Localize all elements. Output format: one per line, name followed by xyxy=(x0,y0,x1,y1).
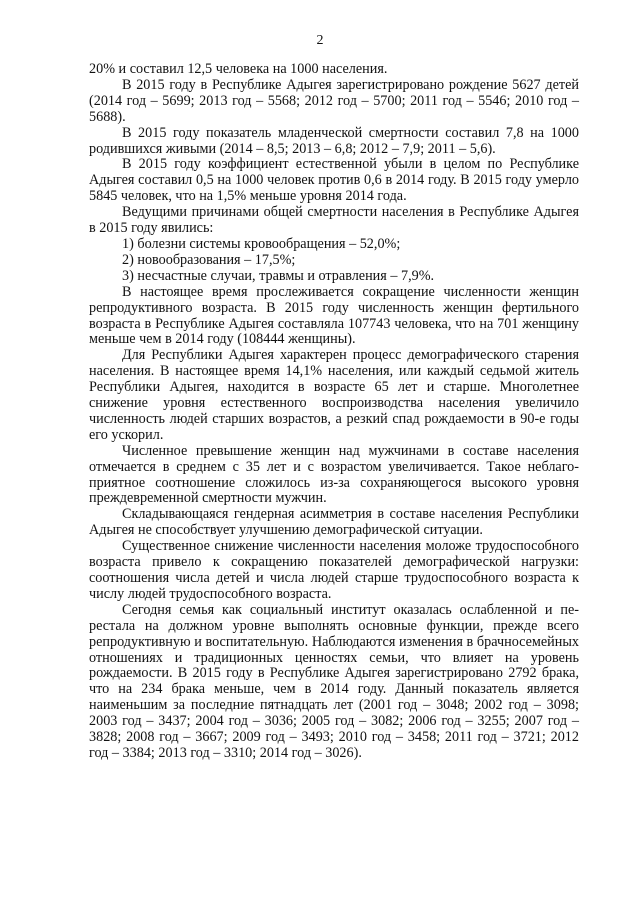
list-item-cause-1: 1) болезни системы кровообращения – 52,0%; xyxy=(122,235,401,252)
page-number: 2 xyxy=(316,33,324,48)
paragraph-family-marriages: Сегодня семья как социальный институт оказалась ослабленной и перестала на должном уровне выполнять основные функции, прежде всего репродуктивную и воспитательную. Наблюдаются изменения в брачносемейных отношениях и традиционных ценностях семьи, что влияет на уровень рождаемости. В 2015 году в Республике Адыгея зарегистрировано 2792 брака, что на 234 брака меньше, чем в 2014 году. Данный показатель является наименьшим за последние пятнадцать лет (2001 год – 3048; 2002 год – 3098; 2003 год – 3437; 2004 год – 3036; 2005 год – 3082; 2006 год – 3255; 2007 год – 3828; 2008 год – 3667; 2009 год – 3493; 2010 год – 3458; 2011 год – 3721; 2012 год – 3384; 2013 год – 3310; 2014 год – 3026). xyxy=(89,601,579,761)
paragraph-population-aging: Для Республики Адыгея характерен процесс демографического старения населения. В настоящее время 14,1% населения, или каждый седьмой житель Республики Адыгея, находится в возрасте 65 лет и старше. Многолетнее снижение уровня естественного воспроизводства населения увеличило численность людей старших возрастов, а резкий спад рождаемости в 90-е годы его ускорил. xyxy=(89,347,579,443)
paragraph-infant-mortality: В 2015 году показатель младенческой смертности составил 7,8 на 1000 родившихся живыми (2014 – 8,5; 2013 – 6,8; 2012 – 7,9; 2011 – 5,6). xyxy=(89,124,579,157)
paragraph-working-age: Существенное снижение численности населения моложе трудоспособного возраста привело к сокращению показателей демографической нагрузки: соотношения числа детей и числа людей старше трудоспособного возраста к числу людей трудоспособного возраста. xyxy=(89,538,579,602)
document-body xyxy=(89,62,579,762)
paragraph-births: В 2015 году в Республике Адыгея зарегистрировано рождение 5627 детей (2014 год – 5699; 2013 год – 5568; 2012 год – 5700; 2011 год – 5546; 2010 год – 5688). xyxy=(89,76,579,125)
paragraph-reproductive-women: В настоящее время прослеживается сокращение численности женщин репродуктивного возраста. В 2015 году численность женщин фертильного возраста в Республике Адыгея составляла 107743 человека, что на 701 женщину меньше чем в 2014 году (108444 женщины). xyxy=(89,283,579,348)
paragraph-causes-intro: Ведущими причинами общей смертности населения в Республике Адыгея в 2015 году явились: xyxy=(89,204,579,237)
paragraph-gender-asymmetry: Складывающаяся гендерная асимметрия в составе населения Республики Адыгея не способствует улучшению демографической ситуации. xyxy=(89,506,579,539)
paragraph-gender-excess: Численное превышение женщин над мужчинами в составе населения отмечается в среднем с 35 лет и с возрастом увеличивается. Такое неблагоприятное соотношение сложилось из-за сохраняющегося высокого уровня преждевременной смертности мужчин. xyxy=(89,442,579,507)
list-item-cause-3: 3) несчастные случаи, травмы и отравления – 7,9%. xyxy=(122,267,435,284)
paragraph-continuation: 20% и составил 12,5 человека на 1000 населения. xyxy=(89,61,388,77)
paragraph-natural-decrease: В 2015 году коэффициент естественной убыли в целом по Республике Адыгея составил 0,5 на 1000 человек против 0,6 в 2014 году. В 2015 году умерло 5845 человек, что на 1,5% меньше уровня 2014 года. xyxy=(89,156,579,205)
list-item-cause-2: 2) новообразования – 17,5%; xyxy=(122,251,296,268)
